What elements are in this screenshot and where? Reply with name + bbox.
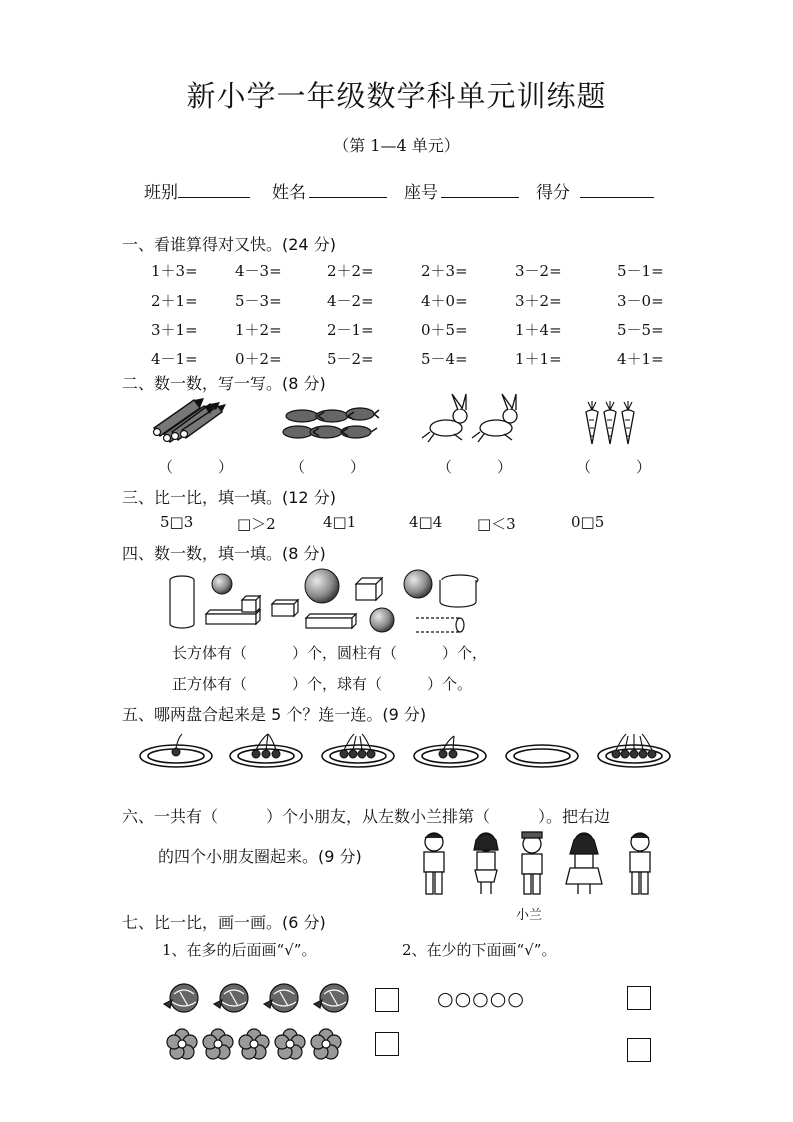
flowers-row-2-picture [164,1028,344,1062]
answer-paren[interactable]: （ ） [437,458,513,476]
answer-paren[interactable]: （ ） [158,458,234,476]
child-caption: 小兰 [516,908,543,923]
equation-item[interactable]: 5－5= [617,321,664,339]
class-blank[interactable] [178,179,250,198]
plates-picture [138,728,678,776]
equation-item[interactable]: 4－1= [151,350,198,368]
answer-paren[interactable]: （ ） [576,458,652,476]
carrots-picture [280,402,380,444]
section-4-line-2[interactable]: 正方体有（ ）个，球有（ ）个。 [172,675,473,693]
answer-paren[interactable]: （ ） [290,458,366,476]
equation-item[interactable]: 1＋2= [235,321,282,339]
equation-item[interactable]: 3＋1= [151,321,198,339]
seat-label: 座号 [404,183,438,203]
equation-item[interactable]: 3－0= [617,292,664,310]
seat-field[interactable] [404,178,519,203]
equation-item[interactable]: 3＋2= [515,292,562,310]
name-blank[interactable] [309,179,387,198]
equation-item[interactable]: 0＋2= [235,350,282,368]
score-label: 得分 [536,183,570,203]
equation-item[interactable]: 3－2= [515,262,562,280]
flowers-row-1-picture [160,982,360,1016]
name-label: 姓名 [272,183,306,203]
equation-item[interactable]: 2＋1= [151,292,198,310]
compare-item[interactable]: □＞2 [237,515,276,533]
section-4-line-1[interactable]: 长方体有（ ）个，圆柱有（ ）个， [172,644,488,662]
section-3-heading: 三、比一比，填一填。(12 分) [122,488,336,507]
equation-item[interactable]: 5－4= [421,350,468,368]
equation-item[interactable]: 0＋5= [421,321,468,339]
section-6-line-1[interactable]: 六、一共有（ ）个小朋友，从左数小兰排第（ ）。把右边 [122,807,611,826]
solids-picture [160,562,470,642]
equation-item[interactable]: 2－1= [327,321,374,339]
equation-item[interactable]: 2＋2= [327,262,374,280]
class-field[interactable] [144,178,250,203]
section-1-heading: 一、看谁算得对又快。(24 分) [122,235,336,254]
section-7-heading: 七、比一比，画一画。(6 分) [122,913,326,932]
compare-item[interactable]: 4□4 [409,513,443,531]
equation-item[interactable]: 1＋4= [515,321,562,339]
compare-item[interactable]: □＜3 [477,515,516,533]
section-5-heading: 五、哪两盘合起来是 5 个？连一连。(9 分) [122,705,427,724]
score-blank[interactable] [580,179,654,198]
rabbits-picture [420,392,520,444]
equation-item[interactable]: 4－2= [327,292,374,310]
circles-row: ○○○○○ [437,988,525,1010]
page-title: 新小学一年级数学科单元训练题 [186,79,607,113]
score-field[interactable] [536,178,654,203]
equation-item[interactable]: 4＋1= [617,350,664,368]
page-subtitle: （第 1—4 单元） [333,136,460,155]
answer-checkbox[interactable] [627,1038,651,1062]
equation-item[interactable]: 1＋1= [515,350,562,368]
answer-checkbox[interactable] [627,986,651,1010]
section-2-heading: 二、数一数，写一写。(8 分) [122,374,326,393]
class-label: 班别 [144,183,178,203]
equation-item[interactable]: 4－3= [235,262,282,280]
pencils-picture [148,396,228,444]
section-7-sub-2: 2、在少的下面画“√”。 [402,941,557,959]
equation-item[interactable]: 5－3= [235,292,282,310]
name-field[interactable] [272,178,387,203]
children-picture [412,828,674,900]
equation-item[interactable]: 4＋0= [421,292,468,310]
compare-item[interactable]: 0□5 [571,513,605,531]
vertical-carrots-picture [582,400,642,446]
equation-item[interactable]: 5－2= [327,350,374,368]
section-6-line-2: 的四个小朋友圈起来。(9 分) [158,847,362,866]
equation-item[interactable]: 5－1= [617,262,664,280]
section-4-heading: 四、数一数，填一填。(8 分) [122,544,326,563]
seat-blank[interactable] [441,179,519,198]
compare-item[interactable]: 4□1 [323,513,357,531]
equation-item[interactable]: 1＋3= [151,262,198,280]
section-7-sub-1: 1、在多的后面画“√”。 [162,941,317,959]
answer-checkbox[interactable] [375,988,399,1012]
equation-item[interactable]: 2＋3= [421,262,468,280]
compare-item[interactable]: 5□3 [160,513,194,531]
answer-checkbox[interactable] [375,1032,399,1056]
